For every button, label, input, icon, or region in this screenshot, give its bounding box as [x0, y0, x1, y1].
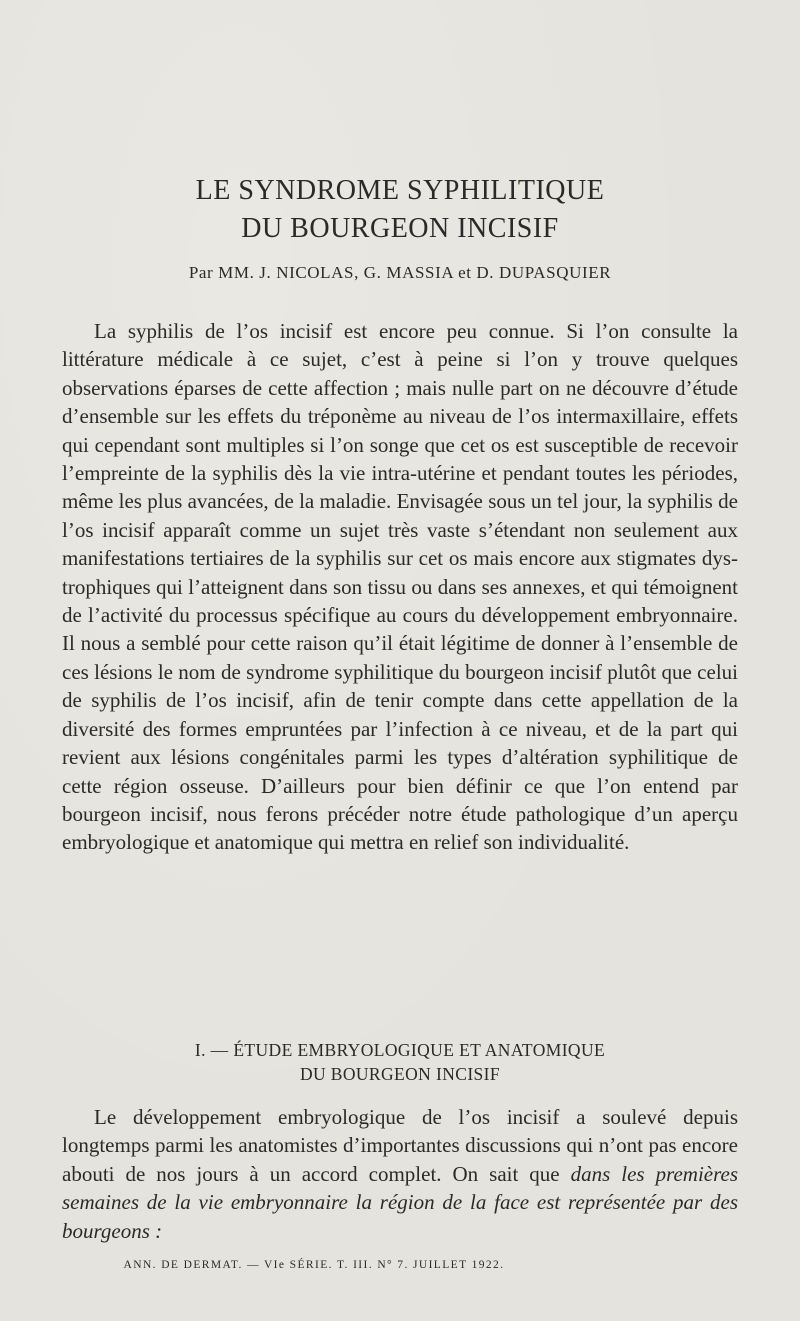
section-heading-line-2: DU BOURGEON INCISIF — [299, 1064, 501, 1084]
section-paragraph — [62, 1103, 738, 1245]
journal-footer: ANN. DE DERMAT. — VIe SÉRIE. T. III. N° 7. JUILLET 1922. — [123, 1259, 505, 1271]
article-title-line-2: DU BOURGEON INCISIF — [241, 213, 559, 244]
section-heading — [0, 1038, 800, 1086]
section-paragraph-italic-text: dans les premières semaines de la vie embryonnaire la région de la face est représentée par des bourgeons : — [62, 1161, 738, 1243]
article-authors: Par MM. J. NICOLAS, G. MASSIA et D. DUPASQUIER — [188, 263, 612, 282]
section-heading-line-1: I. — ÉTUDE EMBRYOLOGIQUE ET ANATOMIQUE — [194, 1040, 606, 1060]
section-paragraph-text: Le développement embryologique de l’os incisif a soulevé depuis longtemps parmi les anatomistes d’importantes discussions qui n’ont pas encore abouti de nos jours à un accord complet. On sait que — [62, 1105, 738, 1186]
article-title-line-1: LE SYNDROME SYPHILITIQUE — [195, 175, 605, 206]
intro-paragraph: La syphilis de l’os incisif est encore peu connue. Si l’on consulte la littérature médicale à ce sujet, c’est à peine si l’on y trouve quelques observations éparses de cette affection ; mais nulle part on ne découvre d’étude d’ensemble sur les effets du tréponème au niveau de l’os intermaxillaire, effets qui cependant sont multiples si l’on songe que cet os est susceptible de recevoir l’empreinte de la syphilis dès la vie intra-utérine et pendant toutes les périodes, même les plus avancées, de la maladie. Envisagée sous un tel jour, la syphilis de l’os incisif apparaît comme un sujet très vaste s’étendant non seulement aux manifestations tertiaires de la syphilis sur cet os mais encore aux stigmates dystrophiques qui l’atteignent dans son tissu ou dans ses annexes, et qui témoignent de l’activité du processus spécifique au cours du développement embryonnaire. Il nous a semblé pour cette raison qu’il était légitime de donner à l’ensemble de ces lésions le nom de syndrome syphilitique du bourgeon incisif plutôt que celui de syphilis de l’os incisif, afin de tenir compte dans cette appellation de la diversité des formes empruntées par l’infection à ce niveau, et de la part qui revient aux lésions congénitales parmi les types d’altération syphilitique de cette région osseuse. D’ailleurs pour bien définir ce que l’on entend par bourgeon incisif, nous ferons précéder notre étude pathologique d’un aperçu embryologique et anatomique qui mettra en relief son individualité. — [62, 319, 738, 855]
article-title — [0, 172, 800, 248]
